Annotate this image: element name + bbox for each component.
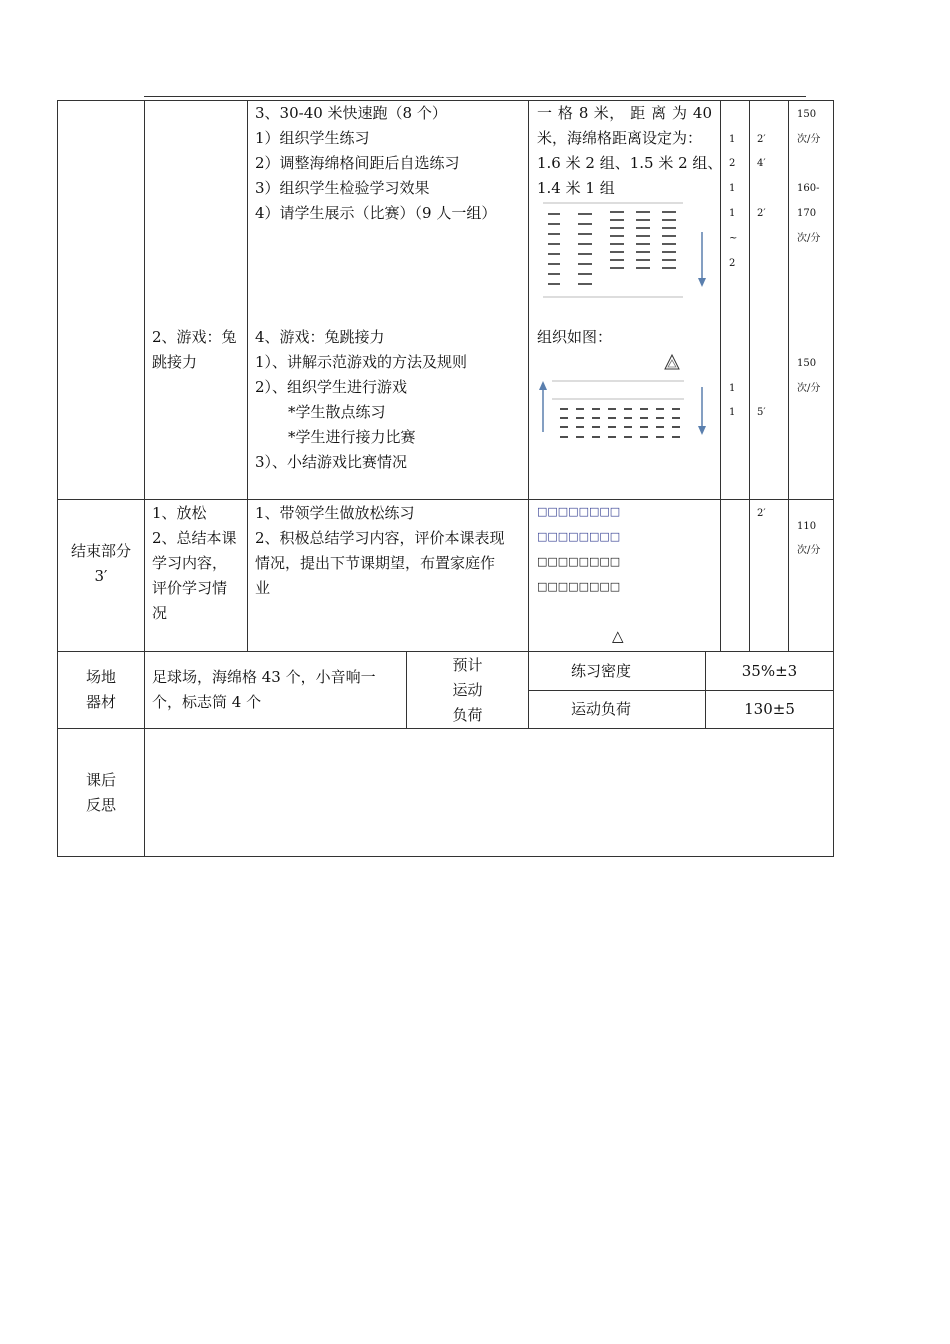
times-value: 1	[729, 134, 736, 145]
teacher-triangle-icon	[665, 355, 679, 369]
activity-line: *学生进行接力比赛	[288, 428, 416, 446]
formation-row: □□□□□□□□	[537, 555, 621, 568]
minutes-value: 2′	[757, 134, 766, 145]
relay-formation-diagram	[536, 352, 716, 447]
times-value: 2	[729, 258, 736, 269]
org-line: 1.6 米 2 组、1.5 米 2 组、	[537, 154, 723, 172]
heart-rate-value: 次/分	[797, 545, 821, 556]
reflection-field[interactable]	[145, 729, 833, 856]
exercise-load-value: 130±5	[744, 700, 795, 718]
activity-line: 2）调整海绵格间距后自选练习	[255, 154, 460, 172]
heart-rate-value: 150	[797, 109, 817, 120]
activity-line: 4）请学生展示（比赛）（9 人一组）	[255, 204, 497, 222]
heart-rate-value: 次/分	[797, 233, 821, 244]
practice-density-label: 练习密度	[571, 662, 632, 680]
practice-density-value: 35%±3	[741, 662, 798, 680]
formation-row: □□□□□□□□	[537, 580, 621, 593]
content-line: 跳接力	[152, 353, 198, 371]
org-line: 一 格 8 米， 距 离 为 40	[537, 104, 712, 122]
formation-row: □□□□□□□□	[537, 505, 621, 518]
content-line: 2、总结本课	[152, 529, 237, 547]
activity-line: 1）、讲解示范游戏的方法及规则	[255, 353, 468, 371]
activity-line: *学生散点练习	[288, 403, 386, 421]
game-minutes: 5′	[757, 407, 766, 418]
heart-rate-value: 110	[797, 521, 817, 532]
heart-rate-value: 170	[797, 208, 817, 219]
venue-label-line: 场地	[85, 668, 116, 686]
times-value: 2	[729, 158, 736, 169]
venue-equipment-value: 足球场，海绵格 43 个，小音响一个，标志筒 4 个	[152, 668, 376, 711]
heart-rate-value: 次/分	[797, 383, 821, 394]
activity-line: 2）、组织学生进行游戏	[255, 378, 408, 396]
load-label-line: 负荷	[452, 706, 483, 724]
up-arrow-icon	[539, 381, 547, 432]
org-line: 1.4 米 1 组	[537, 179, 615, 197]
content-line: 评价学习情	[152, 579, 228, 597]
times-value: 1	[729, 208, 736, 219]
minutes-value: 4′	[757, 158, 766, 169]
reflection-label-line: 课后	[85, 771, 116, 789]
part-label-line: 3′	[94, 567, 108, 585]
end-minutes: 2′	[757, 508, 766, 519]
part-label-line: 结束部分	[70, 542, 131, 560]
load-label-line: 运动	[452, 681, 483, 699]
activity-line: 1、带领学生做放松练习	[255, 504, 415, 522]
direction-arrow-icon	[698, 232, 706, 287]
times-value: 1	[729, 407, 736, 418]
activity-line: 2、积极总结学习内容，评价本课表现	[255, 529, 505, 547]
times-value: 1	[729, 383, 736, 394]
formation-row: □□□□□□□□	[537, 530, 621, 543]
heart-rate-value: 160-	[797, 183, 820, 194]
heart-rate-value: 150	[797, 358, 817, 369]
org-label: 组织如图：	[537, 328, 613, 346]
venue-label-line: 器材	[85, 693, 116, 711]
content-line: 学习内容，	[152, 554, 228, 572]
minutes-value: 2′	[757, 208, 766, 219]
exercise-load-label: 运动负荷	[571, 700, 632, 718]
activity-line: 4、游戏：兔跳接力	[255, 328, 385, 346]
activity-line: 1）组织学生练习	[255, 129, 370, 147]
load-label-line: 预计	[452, 656, 483, 674]
org-line: 米，海绵格距离设定为：	[537, 129, 703, 147]
activity-line: 3）、小结游戏比赛情况	[255, 453, 408, 471]
sponge-grid-diagram	[538, 200, 713, 302]
down-arrow-icon	[698, 387, 706, 435]
times-value: ~	[729, 233, 738, 244]
teacher-triangle-icon: △	[612, 627, 624, 645]
activity-line: 3、30-40 米快速跑（8 个）	[255, 104, 447, 122]
activity-line: 3）组织学生检验学习效果	[255, 179, 430, 197]
reflection-label-line: 反思	[85, 796, 116, 814]
times-value: 1	[729, 183, 736, 194]
content-line: 况	[152, 604, 168, 622]
activity-line: 情况，提出下节课期望，布置家庭作	[255, 554, 496, 572]
activity-line: 业	[255, 579, 271, 597]
content-line: 1、放松	[152, 504, 207, 522]
heart-rate-value: 次/分	[797, 134, 821, 145]
content-line: 2、游戏：兔	[152, 328, 237, 346]
